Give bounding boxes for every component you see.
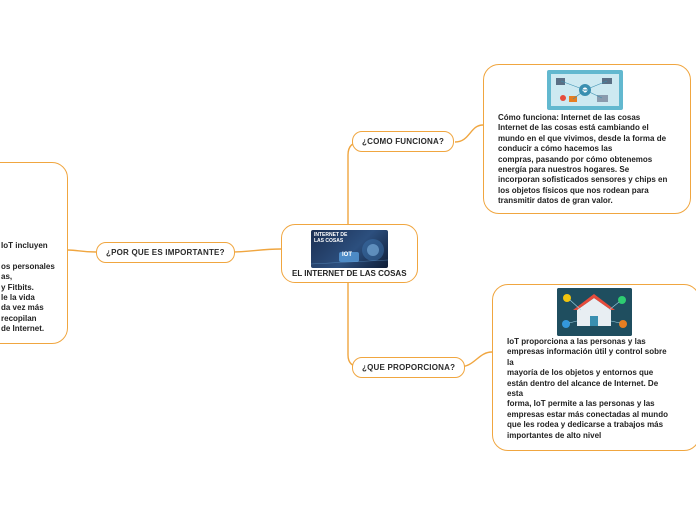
que-proporciona-image — [557, 288, 632, 336]
connector-como-to-leaf — [455, 125, 483, 142]
iot-image — [311, 230, 388, 268]
leaf-como-funciona[interactable] — [483, 64, 691, 214]
connector-root-to-por-que — [230, 249, 281, 252]
image-caption-line1: INTERNET DE — [314, 232, 348, 238]
leaf-como-funciona-text: Cómo funciona: Internet de las cosas Internet de las cosas está cambiando el mundo en el que vivimos, desde la forma de conducir a cómo hacemos las compras, pasando por cómo obtenemos energía para nuestros hogares. Se incorporan sofisticados sensores y chips en los objetos físicos que nos rodean para transmitir datos de gran valor. — [498, 113, 668, 206]
que-proporciona-art — [557, 288, 632, 336]
connector-root-to-que — [348, 283, 361, 367]
leaf-que-proporciona[interactable] — [492, 284, 696, 451]
root-node[interactable] — [281, 224, 418, 283]
image-caption-line2: LAS COSAS — [314, 238, 344, 244]
branch-por-que-es-importante[interactable]: ¿POR QUE ES IMPORTANTE? — [96, 242, 235, 263]
leaf-que-proporciona-text: IoT proporciona a las personas y las empresas información útil y control sobre la mayoría de los objetos y entornos que están dentro del alcance de Internet. De esta forma, IoT permite a las personas y las empresas estar más conectadas al mundo que les rodea y dedicarse a trabajos más importantes de alto nivel — [507, 337, 668, 440]
branch-como-funciona[interactable]: ¿COMO FUNCIONA? — [352, 131, 454, 152]
leaf-por-que-es-importante[interactable] — [0, 162, 68, 344]
como-funciona-art — [547, 70, 623, 110]
leaf-por-que-text: IoT incluyen os personales as, y Fitbits. le la vida da vez más recopilan de Internet. — [1, 241, 55, 334]
branch-que-proporciona[interactable]: ¿QUE PROPORCIONA? — [352, 357, 465, 378]
root-title: EL INTERNET DE LAS COSAS — [292, 269, 407, 278]
como-funciona-image — [547, 70, 623, 110]
connector-por-que-to-leaf — [68, 250, 96, 252]
image-badge: IOT — [342, 252, 352, 258]
connector-root-to-como — [348, 142, 361, 224]
